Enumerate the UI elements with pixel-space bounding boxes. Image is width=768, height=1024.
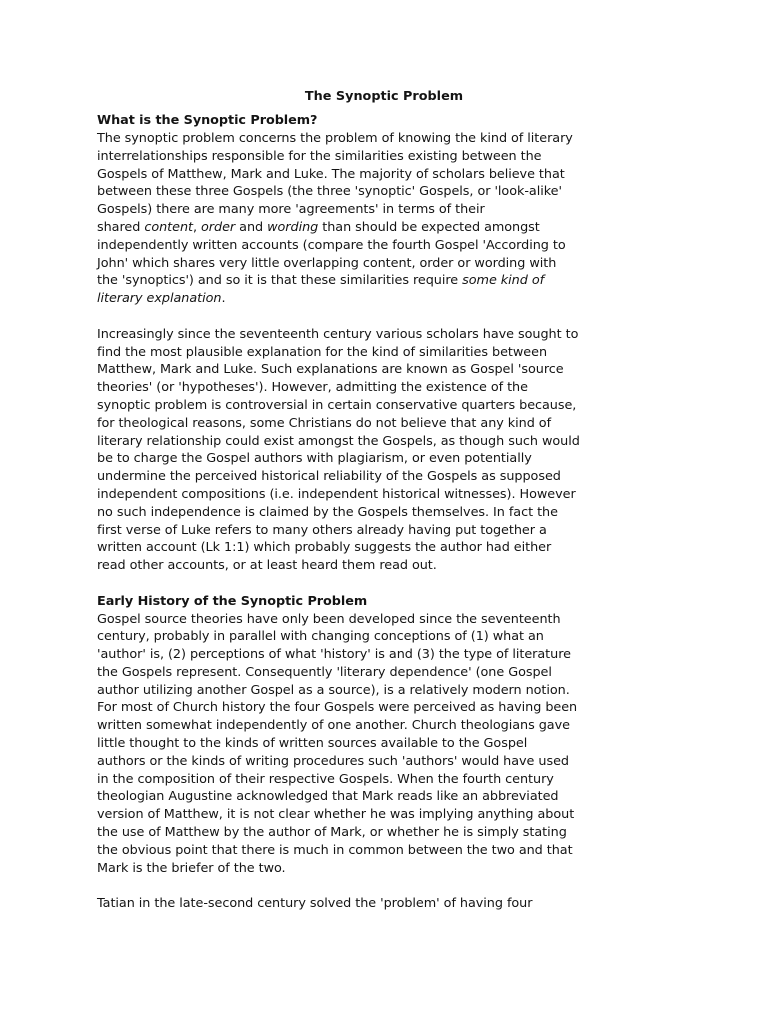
paragraph-line: synoptic problem is controversial in certain conservative quarters because, — [97, 397, 577, 413]
paragraph-line: Matthew, Mark and Luke. Such explanations are known as Gospel 'source — [97, 362, 564, 378]
paragraph-gap — [97, 575, 597, 593]
paragraph-line: literary relationship could exist amongst the Gospels, as though such would — [97, 433, 580, 449]
italic-text: content — [144, 219, 193, 235]
document-body — [97, 88, 597, 913]
paragraph-line: first verse of Luke refers to many others already having put together a — [97, 522, 547, 538]
text-run: shared — [97, 219, 145, 235]
paragraph-line: Gospel source theories have only been developed since the seventeenth — [97, 611, 561, 627]
paragraph-line: read other accounts, or at least heard them read out. — [97, 558, 437, 574]
paragraph-line: written account (Lk 1:1) which probably suggests the author had either — [97, 540, 552, 556]
paragraph-line: author utilizing another Gospel as a source), is a relatively modern notion. — [97, 682, 570, 698]
paragraph-line: between these three Gospels (the three 'synoptic' Gospels, or 'look-alike' — [97, 184, 562, 200]
paragraph-line: be to charge the Gospel authors with plagiarism, or even potentially — [97, 451, 532, 467]
paragraph-line: the Gospels represent. Consequently 'literary dependence' (one Gospel — [97, 664, 552, 680]
paragraph-line: century, probably in parallel with changing conceptions of (1) what an — [97, 629, 544, 645]
paragraph-line: independently written accounts (compare the fourth Gospel 'According to — [97, 237, 566, 253]
paragraph-line: theories' (or 'hypotheses'). However, admitting the existence of the — [97, 380, 528, 396]
section-heading: What is the Synoptic Problem? — [97, 113, 318, 129]
paragraph-line: Gospels of Matthew, Mark and Luke. The majority of scholars believe that — [97, 166, 565, 182]
title-spacer — [97, 88, 597, 112]
paragraph-line: 'author' is, (2) perceptions of what 'history' is and (3) the type of literature — [97, 647, 571, 663]
paragraph-line: the obvious point that there is much in common between the two and that — [97, 842, 573, 858]
paragraph-line: for theological reasons, some Christians do not believe that any kind of — [97, 415, 552, 431]
paragraph-line: Tatian in the late-second century solved the 'problem' of having four — [97, 896, 533, 912]
paragraph-line: authors or the kinds of writing procedures such 'authors' would have used — [97, 753, 569, 769]
paragraph-line: written somewhat independently of one another. Church theologians gave — [97, 718, 570, 734]
italic-text: some kind of — [462, 273, 545, 289]
paragraph-line: no such independence is claimed by the Gospels themselves. In fact the — [97, 504, 558, 520]
paragraph-line — [97, 290, 597, 308]
paragraph-line: Mark is the briefer of the two. — [97, 860, 286, 876]
paragraph-line: version of Matthew, it is not clear whether he was implying anything about — [97, 807, 575, 823]
text-run: . — [221, 291, 226, 307]
text-run: , — [192, 219, 202, 235]
paragraph-line: John' which shares very little overlapping content, order or wording with — [97, 255, 557, 271]
paragraph-line: Increasingly since the seventeenth century various scholars have sought to — [97, 326, 579, 342]
paragraph-line — [97, 219, 597, 237]
paragraph-line: little thought to the kinds of written sources available to the Gospel — [97, 736, 528, 752]
paragraph-gap — [97, 308, 597, 326]
paragraph-line — [97, 272, 597, 290]
paragraph-line: independent compositions (i.e. independent historical witnesses). However — [97, 486, 576, 502]
text-run: and — [235, 219, 268, 235]
paragraph-line: For most of Church history the four Gospels were perceived as having been — [97, 700, 578, 716]
italic-text: order — [201, 219, 236, 235]
paragraph-line: interrelationships responsible for the similarities existing between the — [97, 148, 542, 164]
paragraph-line: find the most plausible explanation for the kind of similarities between — [97, 344, 548, 360]
paragraph-line: Gospels) there are many more 'agreements' in terms of their — [97, 202, 485, 218]
paragraph-line: the use of Matthew by the author of Mark, or whether he is simply stating — [97, 825, 567, 841]
paragraph-line: in the composition of their respective Gospels. When the fourth century — [97, 771, 554, 787]
text-run: the 'synoptics') and so it is that these similarities require — [97, 273, 463, 289]
text-run: than should be expected amongst — [318, 219, 540, 235]
italic-text: literary explanation — [97, 291, 222, 307]
italic-text: wording — [267, 219, 319, 235]
paragraph-line: The synoptic problem concerns the problem of knowing the kind of literary — [97, 130, 573, 146]
paragraph-line: undermine the perceived historical reliability of the Gospels as supposed — [97, 469, 561, 485]
page-title: The Synoptic Problem — [304, 89, 464, 104]
section-heading: Early History of the Synoptic Problem — [97, 593, 368, 609]
paragraph-gap — [97, 877, 597, 895]
paragraph-line: theologian Augustine acknowledged that Mark reads like an abbreviated — [97, 789, 559, 805]
